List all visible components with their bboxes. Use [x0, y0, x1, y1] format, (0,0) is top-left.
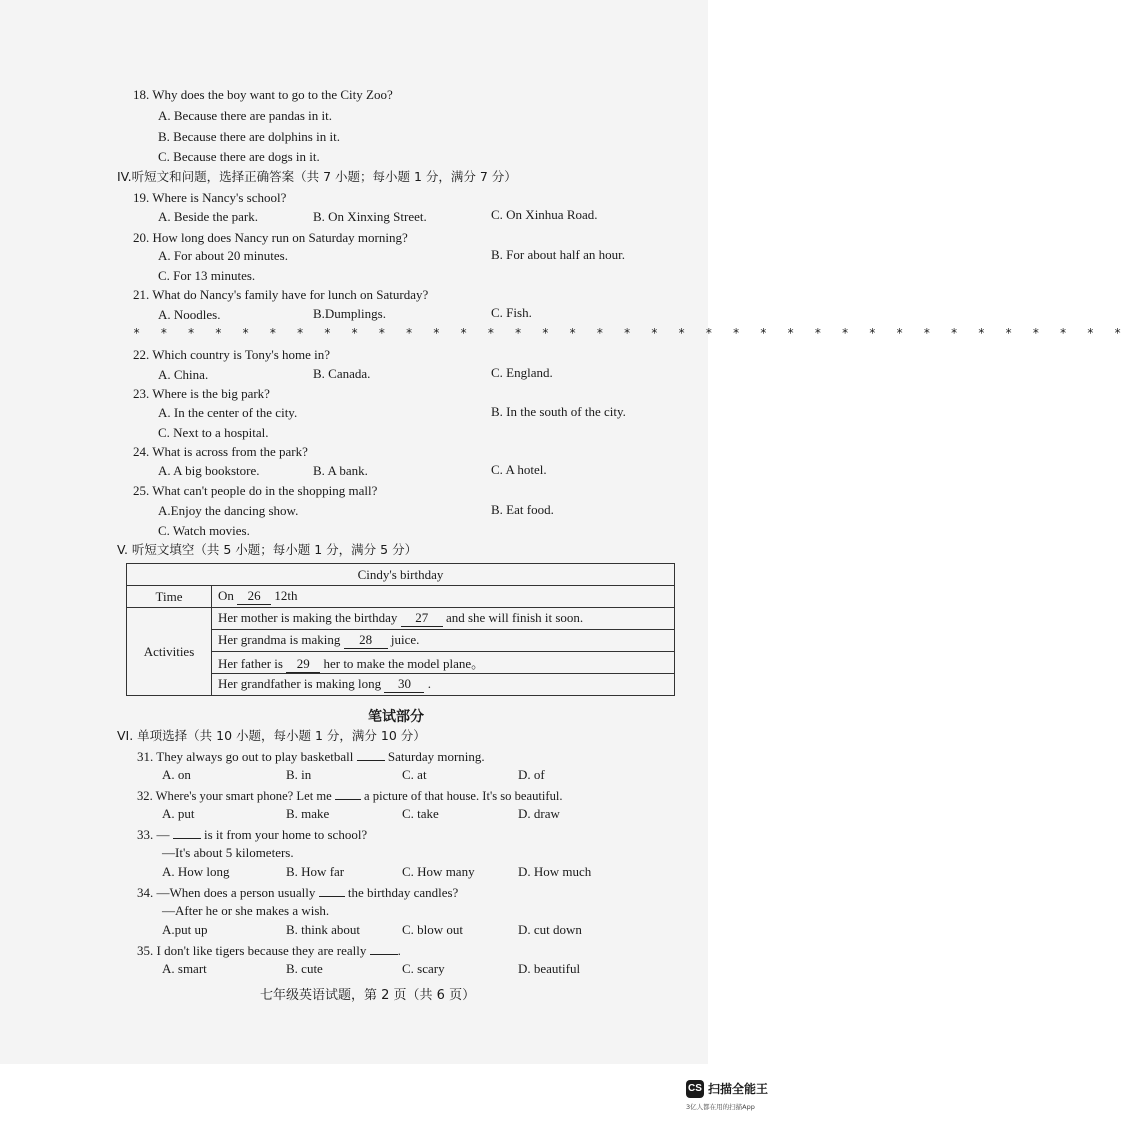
question-32-pre: 32. Where's your smart phone? Let me: [137, 789, 332, 803]
question-25-option-a: A.Enjoy the dancing show.: [158, 503, 299, 518]
question-19-option-b: B. On Xinxing Street.: [313, 209, 427, 224]
question-24-option-a: A. A big bookstore.: [158, 463, 260, 478]
question-35-option-c: C. scary: [402, 961, 445, 976]
question-24-option-b: B. A bank.: [313, 463, 368, 478]
question-33-blank[interactable]: [173, 826, 201, 839]
question-32-option-b: B. make: [286, 806, 330, 821]
section-6-title: VI. 单项选择（共 10 小题，每小题 1 分，满分 10 分）: [117, 728, 426, 743]
question-20-option-c: C. For 13 minutes.: [158, 268, 256, 283]
question-25-option-b: B. Eat food.: [491, 502, 554, 517]
activity-3-pre: Her father is: [218, 655, 283, 671]
activity-3-post: her to make the model plane。: [323, 655, 485, 671]
question-35-blank[interactable]: [370, 942, 398, 955]
separator-stars: * * * * * * * * * * * * * * * * * * * * * * * * * * * * * * * * * * * * *: [133, 326, 1128, 340]
question-31-option-c: C. at: [402, 767, 427, 782]
activity-1-post: and she will finish it soon.: [445, 610, 584, 625]
question-34-stem: [137, 884, 458, 901]
blank-27[interactable]: 27: [401, 610, 443, 627]
cindy-birthday-table: [126, 563, 675, 696]
question-35-post: .: [397, 943, 401, 958]
table-time-cell: [212, 586, 675, 608]
activity-row-2: [212, 630, 675, 652]
question-34-option-a: A.put up: [162, 922, 208, 937]
question-34-blank[interactable]: [319, 884, 345, 897]
question-21-option-c: C. Fish.: [491, 305, 532, 320]
page-footer: 七年级英语试题，第 2 页（共 6 页）: [260, 988, 476, 1003]
camscanner-logo-icon: CS: [686, 1080, 704, 1098]
question-20-stem: 20. How long does Nancy run on Saturday morning?: [133, 230, 408, 245]
question-23-stem: 23. Where is the big park?: [133, 386, 270, 401]
question-35-option-a: A. smart: [162, 961, 207, 976]
time-text-post: 12th: [274, 588, 298, 603]
question-23-option-c: C. Next to a hospital.: [158, 425, 269, 440]
question-34-answer-line: —After he or she makes a wish.: [162, 903, 330, 918]
question-33-option-d: D. How much: [518, 864, 592, 879]
question-33-option-c: C. How many: [402, 864, 475, 879]
question-33-pre: 33. —: [137, 827, 170, 842]
question-32-option-c: C. take: [402, 806, 439, 821]
question-31-option-a: A. on: [162, 767, 191, 782]
table-activities-label: Activities: [127, 608, 212, 696]
question-35-stem: [137, 942, 401, 959]
question-19-option-a: A. Beside the park.: [158, 209, 259, 224]
question-31-option-d: D. of: [518, 767, 545, 782]
activity-2-post: juice.: [390, 632, 420, 647]
question-25-option-c: C. Watch movies.: [158, 523, 250, 538]
question-24-option-c: C. A hotel.: [491, 462, 547, 477]
question-34-option-b: B. think about: [286, 922, 361, 937]
section-5-title: V. 听短文填空（共 5 小题；每小题 1 分，满分 5 分）: [117, 542, 418, 557]
question-24-stem: 24. What is across from the park?: [133, 444, 308, 459]
question-32-option-a: A. put: [162, 806, 195, 821]
question-34-option-d: D. cut down: [518, 922, 582, 937]
activity-row-1: [212, 608, 675, 630]
question-32-option-d: D. draw: [518, 806, 560, 821]
question-18-option-b: B. Because there are dolphins in it.: [158, 129, 340, 144]
question-31-stem: [137, 748, 485, 765]
question-34-post: the birthday candles?: [347, 885, 459, 900]
question-33-option-a: A. How long: [162, 864, 230, 879]
question-22-option-a: A. China.: [158, 367, 209, 382]
table-time-label: Time: [127, 586, 212, 608]
blank-26[interactable]: 26: [237, 588, 271, 605]
activity-row-3: [212, 652, 675, 674]
question-33-answer-line: —It's about 5 kilometers.: [162, 845, 294, 860]
activity-4-post: .: [427, 676, 431, 691]
blank-30[interactable]: 30: [384, 676, 424, 693]
question-33-stem: [137, 826, 367, 843]
question-21-option-a: A. Noodles.: [158, 307, 221, 322]
time-text-pre: On: [218, 588, 234, 603]
section-4-title: IV.听短文和问题，选择正确答案（共 7 小题；每小题 1 分，满分 7 分）: [117, 169, 517, 184]
question-18-option-a: A. Because there are pandas in it.: [158, 108, 332, 123]
activity-4-pre: Her grandfather is making long: [218, 676, 382, 691]
question-34-pre: 34. —When does a person usually: [137, 885, 316, 900]
question-21-stem: 21. What do Nancy's family have for lunch on Saturday?: [133, 287, 429, 302]
question-31-option-b: B. in: [286, 767, 312, 782]
question-31-blank[interactable]: [357, 748, 385, 761]
question-18-stem: 18. Why does the boy want to go to the City Zoo?: [133, 87, 393, 102]
question-23-option-a: A. In the center of the city.: [158, 405, 298, 420]
question-35-pre: 35. I don't like tigers because they are really: [137, 943, 367, 958]
question-19-option-c: C. On Xinhua Road.: [491, 207, 598, 222]
activity-row-4: [212, 674, 675, 696]
question-31-post: Saturday morning.: [387, 749, 485, 764]
question-32-post: a picture of that house. It's so beautiful.: [364, 789, 563, 803]
question-22-option-b: B. Canada.: [313, 366, 371, 381]
written-part-title: 笔试部分: [368, 709, 424, 725]
question-20-option-b: B. For about half an hour.: [491, 247, 625, 262]
blank-29[interactable]: 29: [286, 656, 320, 673]
table-title: Cindy's birthday: [127, 564, 675, 586]
question-25-stem: 25. What can't people do in the shopping mall?: [133, 483, 378, 498]
question-32-stem: [137, 787, 563, 804]
blank-28[interactable]: 28: [344, 632, 388, 649]
question-20-option-a: A. For about 20 minutes.: [158, 248, 288, 263]
watermark-tagline: 3亿人都在用的扫描App: [686, 1103, 755, 1111]
question-19-stem: 19. Where is Nancy's school?: [133, 190, 287, 205]
question-32-blank[interactable]: [335, 787, 361, 800]
activity-2-pre: Her grandma is making: [218, 632, 341, 647]
question-21-option-b: B.Dumplings.: [313, 306, 386, 321]
question-22-option-c: C. England.: [491, 365, 553, 380]
question-34-option-c: C. blow out: [402, 922, 464, 937]
question-33-option-b: B. How far: [286, 864, 345, 879]
activity-1-pre: Her mother is making the birthday: [218, 610, 398, 625]
question-22-stem: 22. Which country is Tony's home in?: [133, 347, 331, 362]
question-18-option-c: C. Because there are dogs in it.: [158, 149, 320, 164]
question-23-option-b: B. In the south of the city.: [491, 404, 626, 419]
watermark-app-name: 扫描全能王: [708, 1082, 769, 1096]
question-33-post: is it from your home to school?: [204, 827, 368, 842]
question-31-pre: 31. They always go out to play basketball: [137, 749, 354, 764]
question-35-option-d: D. beautiful: [518, 961, 581, 976]
question-35-option-b: B. cute: [286, 961, 323, 976]
